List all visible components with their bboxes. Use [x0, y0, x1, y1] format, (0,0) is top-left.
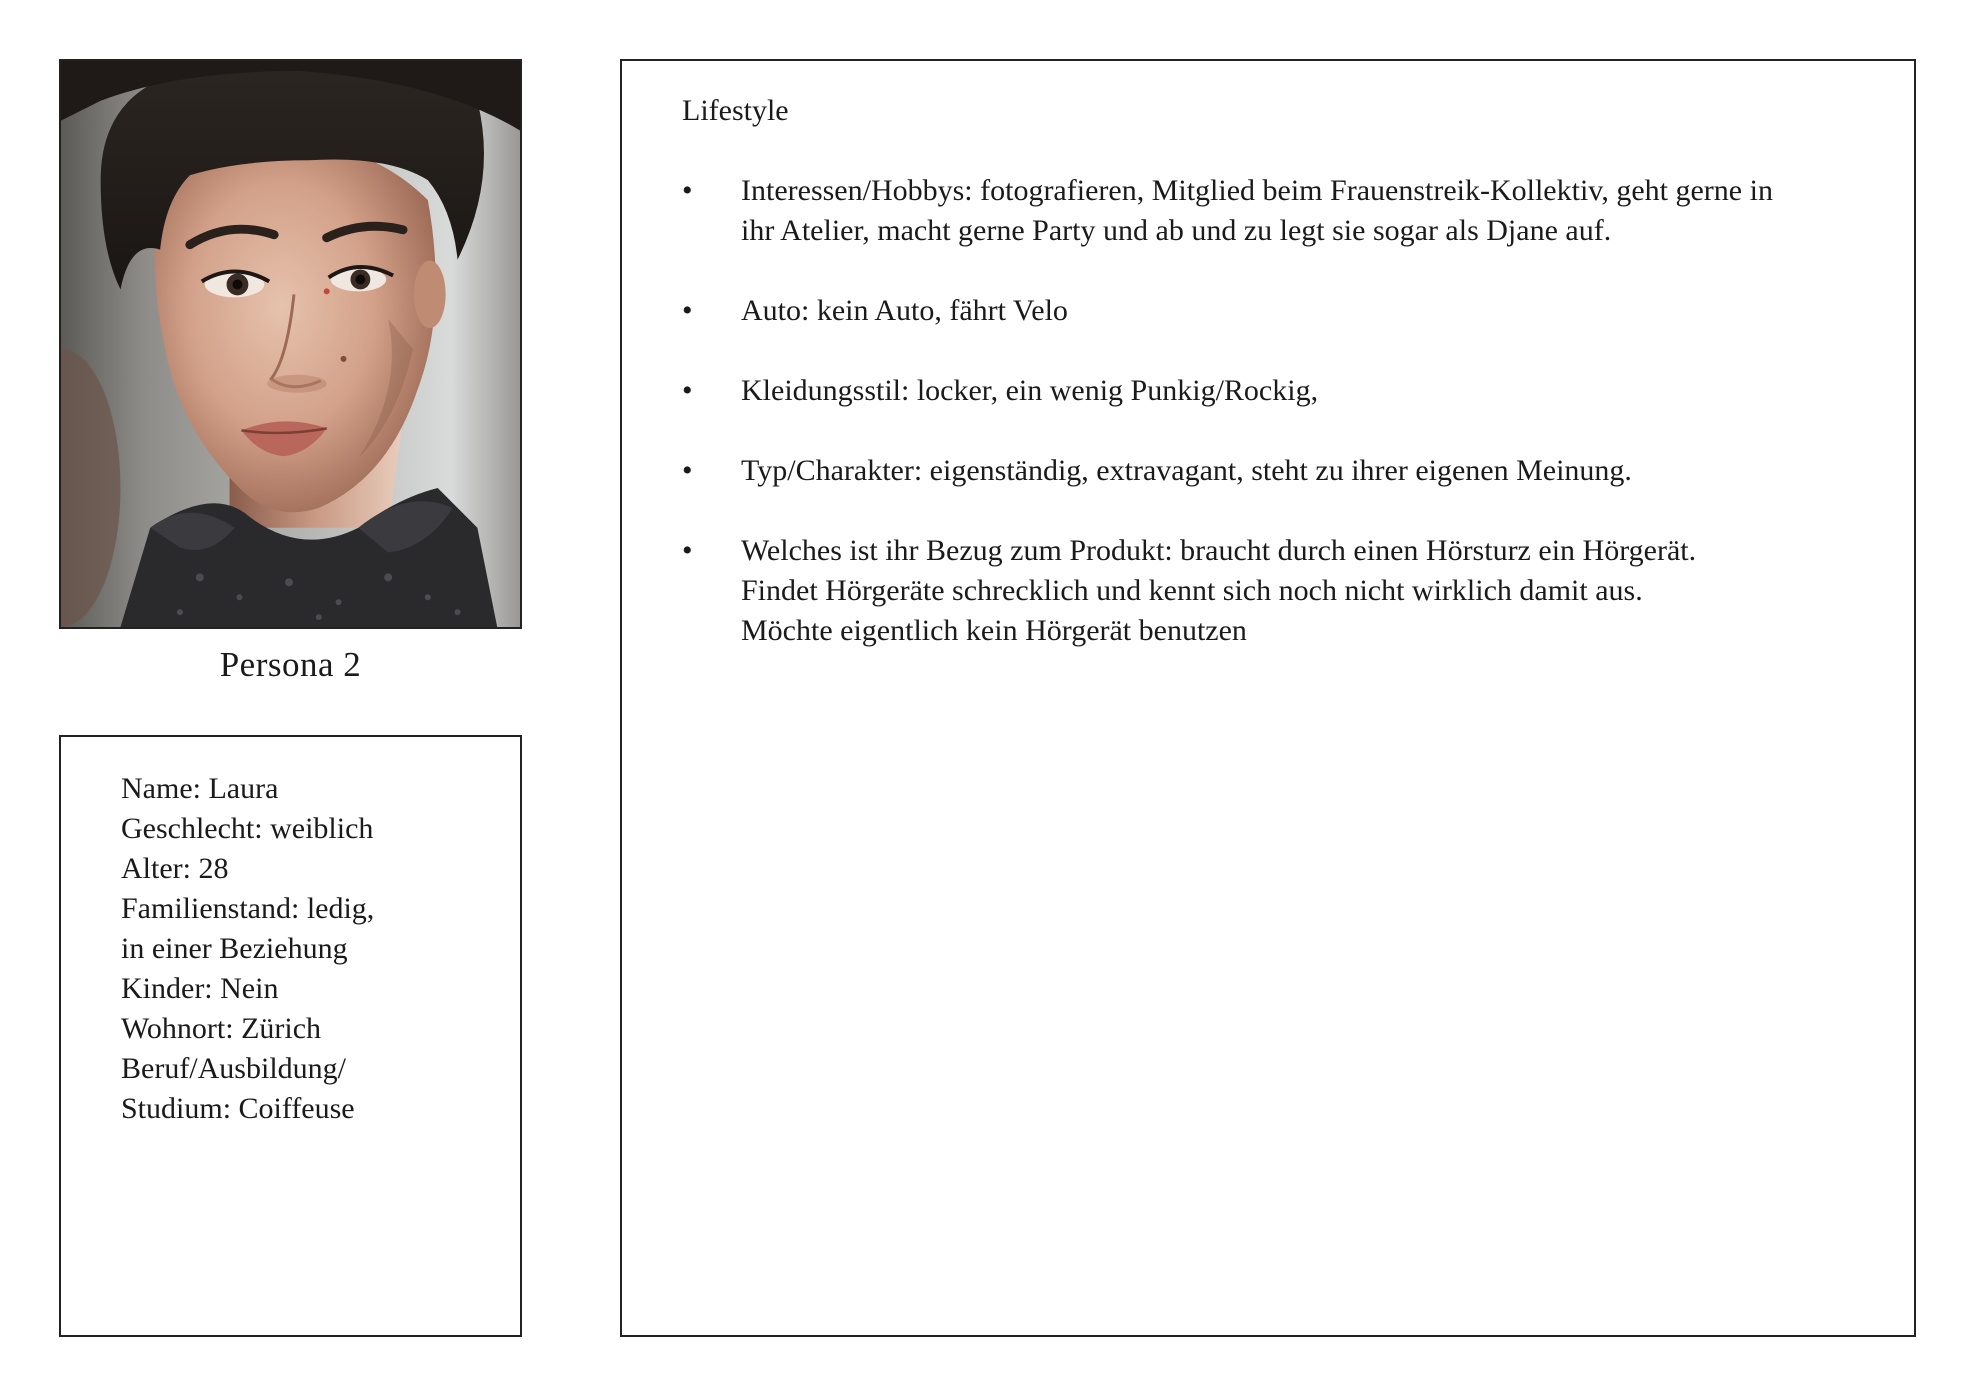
lifestyle-item-line: Interessen/Hobbys: fotografieren, Mitglied beim Frauenstreik-Kollektiv, geht gerne in [741, 174, 1773, 207]
lifestyle-item-line: Findet Hörgeräte schrecklich und kennt sich noch nicht wirklich damit aus. [741, 574, 1643, 607]
persona-photo [59, 59, 522, 629]
lifestyle-list [682, 171, 1872, 691]
profile-marital-status-cont: in einer Beziehung [121, 932, 348, 965]
lifestyle-item-clothing [682, 371, 1872, 411]
bullet-icon: • [682, 174, 693, 207]
lifestyle-item-line: Welches ist ihr Bezug zum Produkt: braucht durch einen Hörsturz ein Hörgerät. [741, 534, 1697, 567]
lifestyle-item-interests [682, 171, 1872, 251]
bullet-icon: • [682, 534, 693, 567]
lifestyle-item-character [682, 451, 1872, 491]
profile-gender: Geschlecht: weiblich [121, 812, 374, 845]
lifestyle-item-line: Auto: kein Auto, fährt Velo [741, 294, 1068, 327]
lifestyle-item-car [682, 291, 1872, 331]
profile-age: Alter: 28 [121, 852, 229, 885]
lifestyle-item-line: Typ/Charakter: eigenständig, extravagant, steht zu ihrer eigenen Meinung. [741, 454, 1632, 487]
profile-residence: Wohnort: Zürich [121, 1012, 322, 1045]
portrait-image [61, 61, 520, 627]
lifestyle-heading: Lifestyle [682, 94, 789, 127]
profile-marital-status: Familienstand: ledig, [121, 892, 375, 925]
bullet-icon: • [682, 454, 693, 487]
profile-name: Name: Laura [121, 772, 279, 805]
lifestyle-item-line: ihr Atelier, macht gerne Party und ab und zu legt sie sogar als Djane auf. [741, 214, 1612, 247]
persona-caption: Persona 2 [219, 645, 362, 684]
lifestyle-box [620, 59, 1916, 1337]
lifestyle-item-line: Kleidungsstil: locker, ein wenig Punkig/Rockig, [741, 374, 1319, 407]
profile-list [121, 769, 374, 1129]
profile-children: Kinder: Nein [121, 972, 279, 1005]
lifestyle-item-product-relation [682, 531, 1872, 651]
profile-box [59, 735, 522, 1337]
profile-occupation-cont: Studium: Coiffeuse [121, 1092, 355, 1125]
lifestyle-item-line: Möchte eigentlich kein Hörgerät benutzen [741, 614, 1247, 647]
bullet-icon: • [682, 294, 693, 327]
bullet-icon: • [682, 374, 693, 407]
profile-occupation: Beruf/Ausbildung/ [121, 1052, 346, 1085]
